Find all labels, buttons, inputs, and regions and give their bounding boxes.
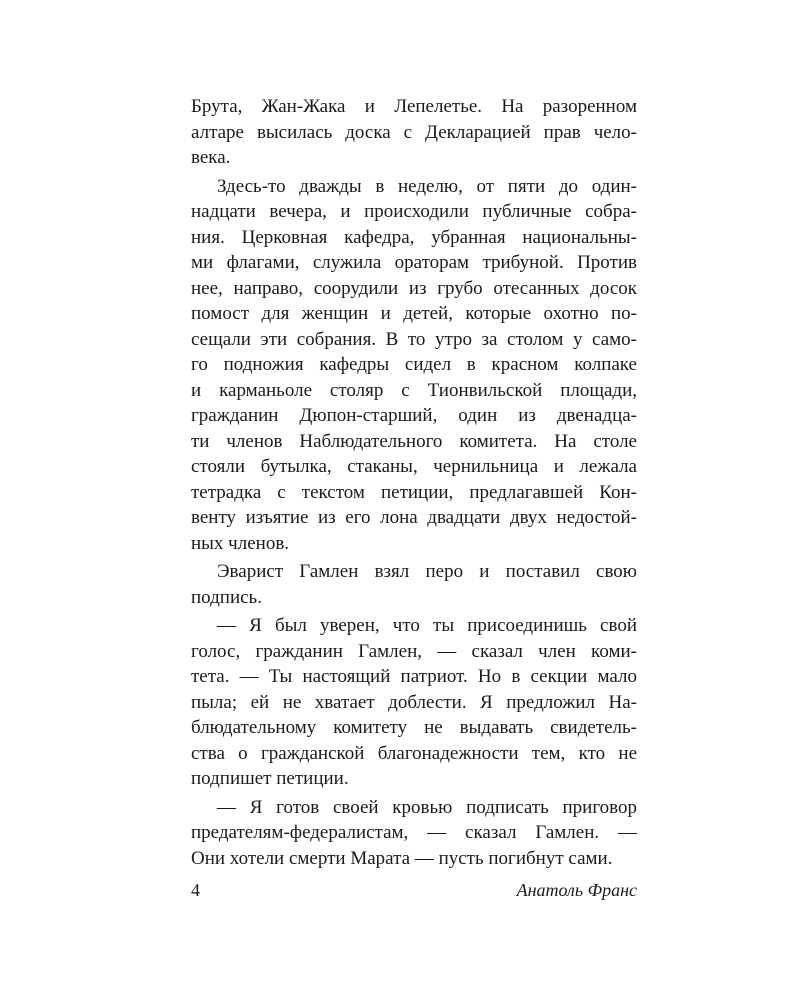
text-line: блюдательному комитету не выдавать свидетель- bbox=[191, 717, 637, 738]
text-line: алтаре высилась доска с Декларацией прав чело- bbox=[191, 121, 637, 143]
text-line: гражданин Дюпон-старший, один из двенадца- bbox=[191, 405, 637, 426]
text-line: Здесь-то дважды в неделю, от пяти до один- bbox=[217, 175, 637, 197]
text-line: тетрадка с текстом петиции, предлагавшей Кон- bbox=[191, 481, 637, 503]
text-line: голос, гражданин Гамлен, — сказал член коми- bbox=[191, 640, 637, 662]
text-line: пыла; ей не хватает доблести. Я предложил На- bbox=[191, 691, 637, 713]
text-line: ти членов Наблюдательного комитета. На столе bbox=[191, 430, 637, 452]
text-line: сещали эти собрания. В то утро за столом у само- bbox=[191, 328, 637, 350]
text-line: надцати вечера, и происходили публичные собра- bbox=[191, 201, 637, 222]
text-line: ми флагами, служила ораторам трибуной. Против bbox=[191, 252, 637, 273]
text-line: стояли бутылка, стаканы, чернильница и лежала bbox=[191, 456, 637, 477]
text-line: — Я был уверен, что ты присоединишь свой bbox=[217, 615, 637, 636]
page-number: 4 bbox=[191, 880, 200, 900]
text-line: предателям-федералистам, — сказал Гамлен. — bbox=[191, 822, 637, 843]
text-line: века. bbox=[191, 147, 231, 168]
text-line: Они хотели смерти Марата — пусть погибнут сами. bbox=[191, 847, 613, 869]
text-line: — Я готов своей кровью подписать приговор bbox=[217, 796, 637, 818]
running-title: Анатоль Франс bbox=[516, 880, 637, 900]
text-line: подпись. bbox=[191, 586, 262, 608]
text-line: венту изъятие из его лона двадцати двух недостой- bbox=[191, 507, 637, 528]
text-line: ства о гражданской благонадежности тем, кто не bbox=[191, 742, 637, 764]
text-line: ния. Церковная кафедра, убранная национальны- bbox=[191, 226, 637, 248]
text-line: помост для женщин и детей, которые охотно по- bbox=[191, 303, 637, 324]
text-line: и карманьоле столяр с Тионвильской площади, bbox=[191, 379, 637, 401]
text-line: го подножия кафедры сидел в красном колпаке bbox=[191, 354, 637, 375]
text-line: подпишет петиции. bbox=[191, 768, 349, 789]
page-footer bbox=[191, 880, 637, 908]
text-line: Брута, Жан-Жака и Лепелетье. На разоренном bbox=[191, 96, 637, 117]
text-line: Эварист Гамлен взял перо и поставил свою bbox=[217, 561, 637, 582]
text-line: нее, направо, соорудили из грубо отесанных досок bbox=[191, 277, 637, 299]
text-line: тета. — Ты настоящий патриот. Но в секции мало bbox=[191, 666, 637, 687]
body-text bbox=[191, 94, 637, 871]
text-line: ных членов. bbox=[191, 532, 290, 554]
